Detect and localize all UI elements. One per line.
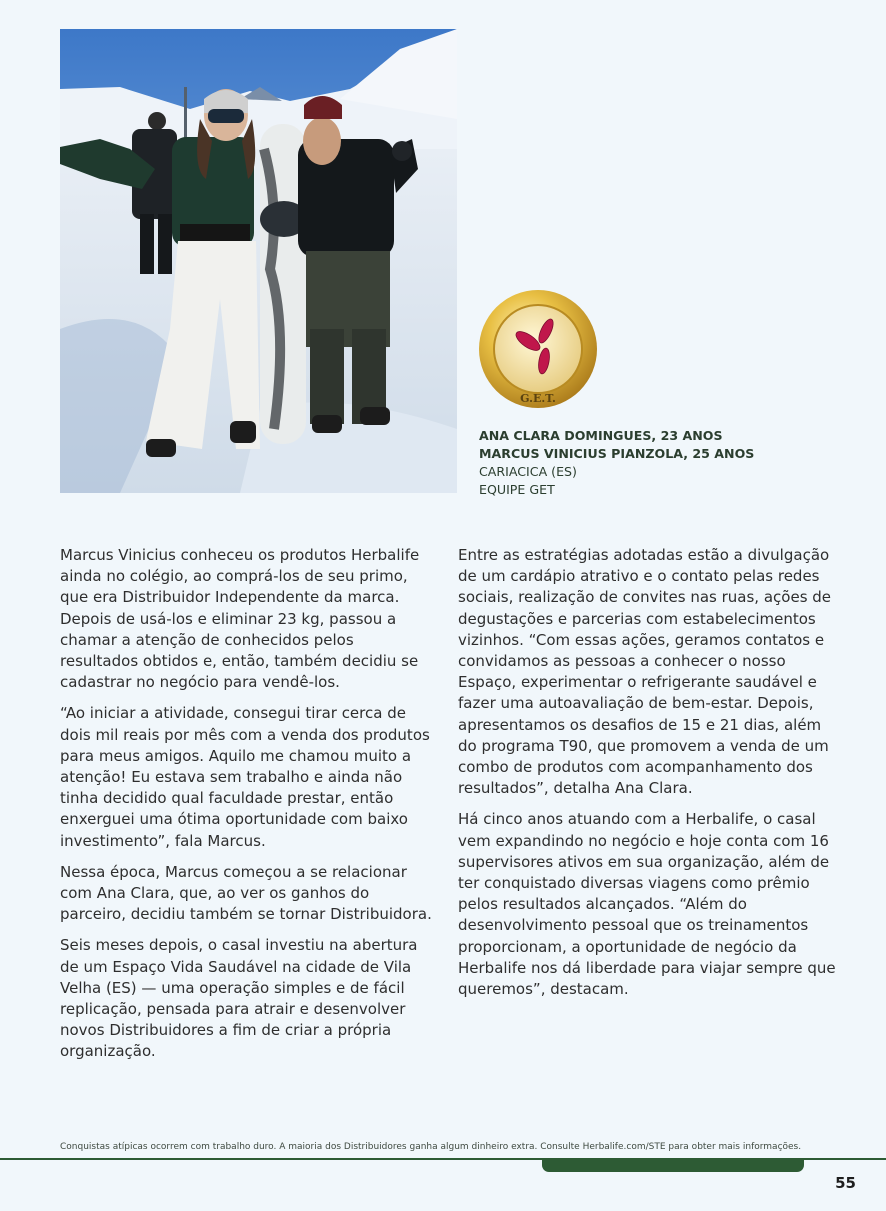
article-right-column [458, 545, 836, 1010]
snow-mountain-photo-icon [60, 29, 457, 493]
caption-name-1: ANA CLARA DOMINGUES, 23 ANOS [479, 428, 723, 443]
caption-name-2: MARCUS VINICIUS PIANZOLA, 25 ANOS [479, 446, 755, 461]
get-badge [478, 289, 598, 409]
article-paragraph: Seis meses depois, o casal investiu na abertura de um Espaço Vida Saudável na cidade de Vila Velha (ES) — uma operação simples e de fácil replicação, pensada para atrair e desenvolver novos Distribuidores a fim de criar a própria organização. [60, 936, 418, 1061]
article-left-column [60, 545, 436, 1073]
caption-team: EQUIPE GET [479, 482, 555, 497]
article-paragraph: Marcus Vinicius conheceu os produtos Herbalife ainda no colégio, ao comprá-los de seu primo, que era Distribuidor Independente da marca. Depois de usá-los e eliminar 23 kg, passou a chamar a atenção de conhecidos pelos resultados obtidos e, então, também decidiu se cadastrar no negócio para vendê-los. [60, 546, 420, 692]
article-paragraph: Entre as estratégias adotadas estão a divulgação de um cardápio atrativo e o contato pelas redes sociais, realização de convites nas ruas, ações de degustações e parcerias com estabelecimentos vizinhos. “Com essas ações, geramos contatos e convidamos as pessoas a conhecer o nosso Espaço, experimentar o refrigerante saudável e fazer uma autoavaliação de bem-estar. Depois, apresentamos os desafios de 15 e 21 dias, além do programa T90, que promovem a venda de um combo de produtos com acompanhamento dos resultados”, detalha Ana Clara. [458, 546, 832, 798]
footer-tab [542, 1158, 804, 1172]
article-paragraph: Há cinco anos atuando com a Herbalife, o casal vem expandindo no negócio e hoje conta com 16 supervisores ativos em sua organização, além de ter conquistado diversas viagens como prêmio pelos resultados alcançados. “Além do desenvolvimento pessoal que os treinamentos proporcionam, a oportunidade de negócio da Herbalife nos dá liberdade para viajar sempre que queremos”, destacam. [458, 810, 836, 999]
footer-disclaimer: Conquistas atípicas ocorrem com trabalho duro. A maioria dos Distribuidores ganha algum dinheiro extra. Consulte Herbalife.com/STE para obter mais informações. [60, 1142, 802, 1152]
couple-snow-photo [60, 29, 457, 493]
page-number: 55 [835, 1174, 856, 1192]
article-paragraph: Nessa época, Marcus começou a se relacionar com Ana Clara, que, ao ver os ganhos do parceiro, decidiu também se tornar Distribuidora. [60, 862, 432, 924]
photo-caption [479, 427, 869, 499]
get-gold-pin-icon [478, 289, 598, 409]
caption-location: CARIACICA (ES) [479, 464, 577, 479]
badge-label: G.E.T. [520, 392, 556, 405]
article-paragraph: “Ao iniciar a atividade, consegui tirar cerca de dois mil reais por mês com a venda dos produtos para meus amigos. Aquilo me chamou muito a atenção! Eu estava sem trabalho e ainda não tinha decidido qual faculdade prestar, então enxerguei uma ótima oportunidade com baixo investimento”, fala Marcus. [60, 704, 430, 850]
